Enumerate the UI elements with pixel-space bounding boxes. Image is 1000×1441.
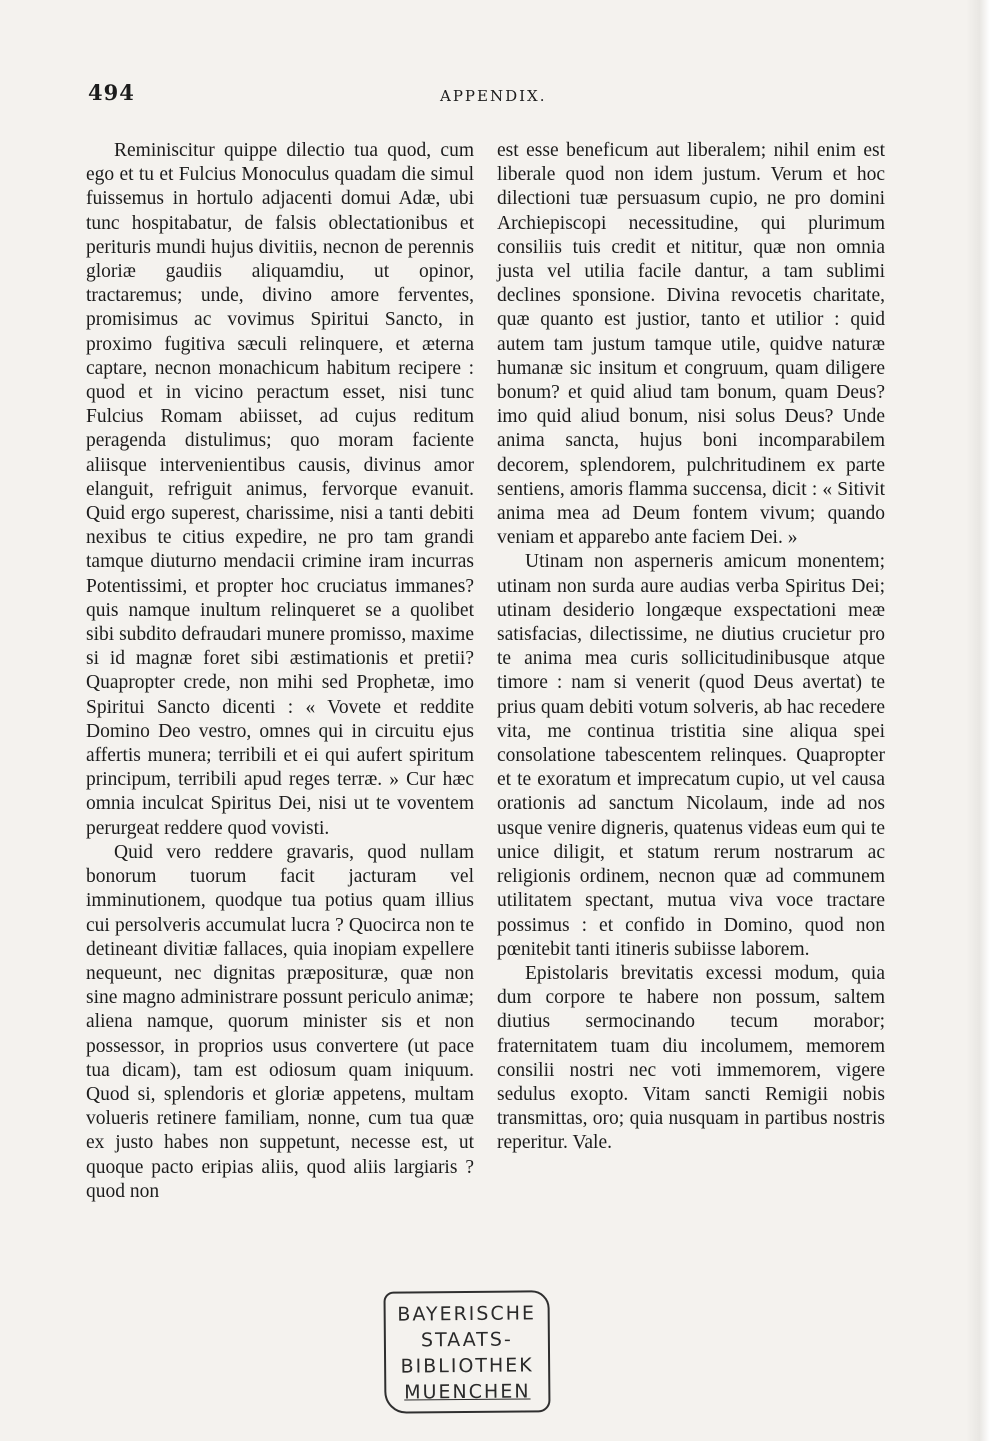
- stamp-line: BIBLIOTHEK: [400, 1354, 534, 1378]
- paragraph: Reminiscitur quippe dilectio tua quod, cum ego et tu et Fulcius Monoculus quadam die simul fuissemus in hortulo adjacenti domui Adæ, ubi tunc hospitabatur, de falsis oblectationibus et perituris mundi hujus divitiis, necnon de perennis gloriæ gaudiis aliquamdiu, ut opinor, tractaremus; unde, divino amore ferventes, promisimus ac vovimus Spiritui Sancto, in proximo fugitiva sæculi relinquere, et æterna captare, necnon monachicum habitum recipere : quod et in vicino peractum esset, nisi tunc Fulcius Romam abiisset, ad cujus reditum peragenda distulimus; quo moram faciente aliisque intervenientibus causis, divinus amor elanguit, refriguit animus, fervorque evanuit. Quid ergo superest, charissime, nisi a tanti debiti nexibus te citius expedire, ne pro tam grandi tamque diuturno mendacii crimine iram incurras Potentissimi, et propter hoc cruciatus immanes? quis namque inultum relinqueret se a quolibet sibi subdito defraudari munere promisso, maxime si id magnæ foret sibi æstimationis et pretii? Quapropter crede, non mihi sed Prophetæ, imo Spiritui Sancto dicenti : « Vovete et reddite Domino Deo vestro, omnes qui in circuitu ejus affertis munera; terribili et ei qui aufert spiritum principum, terribili apud reges terræ. » Cur hæc omnia inculcat Spiritus Dei, nisi ut te voventem perurgeat reddere quod vovisti.: [86, 140, 474, 839]
- left-column: [86, 139, 474, 1204]
- paragraph-continued: est esse beneficum aut liberalem; nihil enim est liberale quod non idem justum. Verum et hoc dilectioni tuæ persuasum cupio, ne pro domini Archiepiscopi necessitudine, qui plurimum consiliis tuis credit et nititur, quæ non omnia justa vel utilia facile dantur, a tam sublimi declines sponsione. Divina revocetis charitate, quæ quanto est justior, tanto et utilior : quid autem tam justum tamque utile, quidve naturæ humanæ sic insitum et congruum, quam diligere bonum? et quid aliud tam bonum, quam Deus? imo quid aliud bonum, nisi solus Deus? Unde anima sancta, hujus boni incomparabilem decorem, splendorem, pulchritudinem ex parte sentiens, amoris flamma succensa, dicit : « Sitivit anima mea ad Deum fontem vivum; quando veniam et apparebo ante faciem Dei. »: [497, 140, 885, 549]
- paragraph: Utinam non asperneris amicum monentem; utinam non surda aure audias verba Spiritus Dei; utinam desiderio longæque exspectationi meæ satisfacias, dilectissime, ne diutius crucietur pro te anima mea curis sollicitudinibusque atque timore : nam si venerit (quod Deus avertat) te prius quam debiti votum solveris, ab hac recedere vita, me continua tristitia sine aliqua spei consolatione tabescentem relinques. Quapropter et te exoratum et imprecatum cupio, ut vel causa orationis ad sanctum Nicolaum, inde ad nos usque venire digneris, quatenus videas eum qui te unice diligit, et statum rerum nostrarum ac religionis ordinem, necnon quæ ad communem utilitatem spectant, mutua viva voce tractare possimus : et confido in Domino, quod non pœnitebit tanti itineris subiisse laborem.: [497, 551, 885, 960]
- stamp-line: STAATS-: [420, 1328, 513, 1352]
- stamp-line: BAYERISCHE: [397, 1302, 537, 1326]
- right-column: [497, 139, 885, 1156]
- running-title: APPENDIX.: [440, 87, 547, 105]
- library-stamp: [383, 1290, 550, 1413]
- stamp-line: MUENCHEN: [404, 1380, 531, 1404]
- paragraph: Epistolaris brevitatis excessi modum, quia dum corpore te habere non possum, saltem diutius sermocinando tecum morabor; fraternitatem tuam diu incolumem, memorem consilii nostri nec voti immemorem, vigere sedulus exopto. Vitam sancti Remigii nobis transmittas, oro; quia nusquam in partibus nostris reperitur. Vale.: [497, 962, 885, 1154]
- paragraph: Quid vero reddere gravaris, quod nullam bonorum tuorum facit jacturam vel imminutionem, quodque tua potius quam illius cui persolveris accumulat lucra ? Quocirca non te detineant divitiæ fallaces, quia inopiam expellere nequeunt, nec dignitas præposituræ, quæ non sine magno administrare possunt periculo animæ; aliena namque, quorum minister sis et non possessor, in proprios usus convertere (ut pace tua dicam), tam est odiosum quam iniquum. Quod si, splendoris et gloriæ appetens, multam volueris retinere familiam, nonne, cum tua quæ ex justo habes non suppetunt, necesse est, ut quoque pacto eripias aliis, quod aliis largiaris ? quod non: [86, 841, 474, 1202]
- page-edge: [966, 0, 1000, 1441]
- page-number: 494: [88, 80, 135, 105]
